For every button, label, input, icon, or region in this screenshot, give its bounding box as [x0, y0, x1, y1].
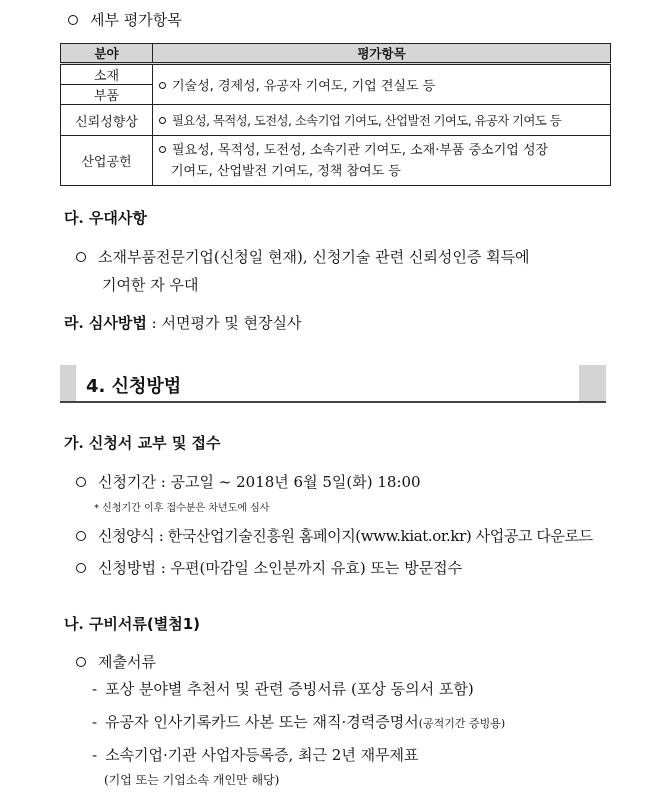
circle-bullet-icon [159, 82, 166, 89]
review-method [64, 312, 301, 333]
table-row [61, 64, 611, 85]
section-bar-right-accent [579, 365, 606, 401]
category-industry-contribution: 산업공헌 [61, 136, 153, 186]
dash-bullet-icon: - [92, 713, 98, 731]
application-method [76, 557, 462, 578]
doc-item-3-text: 소속기업·기관 사업자등록증, 최근 2년 재무제표 [105, 746, 419, 764]
doc-item-3 [92, 744, 419, 765]
section-bar-inner [75, 365, 579, 401]
submission-docs-label: 제출서류 [98, 653, 156, 671]
circle-bullet-icon [76, 563, 86, 573]
item-industry-line1: 필요성, 목적성, 도전성, 소속기관 기여도, 소재·부품 중소기업 성장 [172, 142, 549, 158]
section4-title: 4. 신청방법 [86, 376, 182, 397]
application-period-note: * 신청기간 이후 접수분은 차년도에 심사 [94, 503, 270, 514]
category-material: 소재 [61, 64, 153, 85]
section4-header-bar [60, 365, 606, 403]
application-form-text: 신청양식 : 한국산업기술진흥원 홈페이지(www.kiat.or.kr) 사업공고 다운로드 [98, 527, 593, 545]
doc-item-1-text: 포상 분야별 추천서 및 관련 증빙서류 (포상 동의서 포함) [105, 680, 474, 698]
dash-bullet-icon: - [92, 746, 98, 764]
doc-item-1 [92, 678, 474, 699]
circle-bullet-icon [76, 531, 86, 541]
circle-bullet-icon [159, 146, 166, 153]
circle-bullet-icon [68, 15, 78, 25]
table-header-row [61, 44, 611, 64]
detail-evaluation-label: 세부 평가항목 [90, 11, 182, 29]
documents-heading [64, 613, 200, 634]
preference-bullet-line2: 기여한 자 우대 [102, 276, 199, 294]
evaluation-table [60, 43, 611, 186]
header-field: 분야 [61, 44, 153, 64]
item-industry-contribution [153, 136, 611, 186]
item-material-parts [153, 64, 611, 105]
item-reliability-text: 필요성, 목적성, 도전성, 소속기업 기여도, 산업발전 기여도, 유공자 기여도 등 [172, 114, 562, 128]
circle-bullet-icon [76, 657, 86, 667]
dash-bullet-icon: - [92, 680, 98, 698]
doc-item-2-text: 유공자 인사기록카드 사본 또는 재직·경력증명서 [105, 713, 419, 731]
application-form [76, 525, 593, 546]
documents-heading-attachment: (별첨1) [146, 615, 201, 633]
application-method-text: 신청방법 : 우편(마감일 소인분까지 유효) 또는 방문접수 [98, 559, 463, 577]
item-reliability [153, 105, 611, 136]
review-method-heading: 라. 심사방법 [64, 314, 147, 332]
doc-item-2-note: (공적기간 증빙용) [418, 717, 506, 730]
item-industry-line2: 기여도, 산업발전 기여도, 정책 참여도 등 [171, 163, 401, 179]
section-bar-left-accent [60, 365, 75, 401]
circle-bullet-icon [159, 117, 166, 124]
detail-evaluation-bullet [68, 9, 182, 30]
circle-bullet-icon [76, 252, 86, 262]
preference-heading: 다. 우대사항 [64, 209, 147, 227]
category-parts: 부품 [61, 85, 153, 105]
doc-item-2 [92, 711, 505, 732]
application-period-text: 신청기간 : 공고일 ~ 2018년 6월 5일(화) 18:00 [98, 473, 421, 491]
application-heading: 가. 신청서 교부 및 접수 [64, 434, 221, 452]
documents-heading-prefix: 나. 구비서류 [64, 615, 147, 633]
category-reliability: 신뢰성향상 [61, 105, 153, 136]
application-period [76, 471, 421, 492]
review-method-text: : 서면평가 및 현장실사 [146, 314, 302, 332]
submission-docs-bullet [76, 651, 156, 672]
circle-bullet-icon [76, 477, 86, 487]
header-evaluation-items: 평가항목 [153, 44, 611, 64]
table-row [61, 105, 611, 136]
table-row [61, 136, 611, 186]
item-material-parts-text: 기술성, 경제성, 유공자 기여도, 기업 견실도 등 [172, 79, 436, 94]
preference-bullet-line1 [76, 246, 530, 267]
preference-line1-text: 소재부품전문기업(신청일 현재), 신청기술 관련 신뢰성인증 획득에 [98, 248, 530, 266]
doc-item-3-note: (기업 또는 기업소속 개인만 해당) [104, 773, 280, 787]
